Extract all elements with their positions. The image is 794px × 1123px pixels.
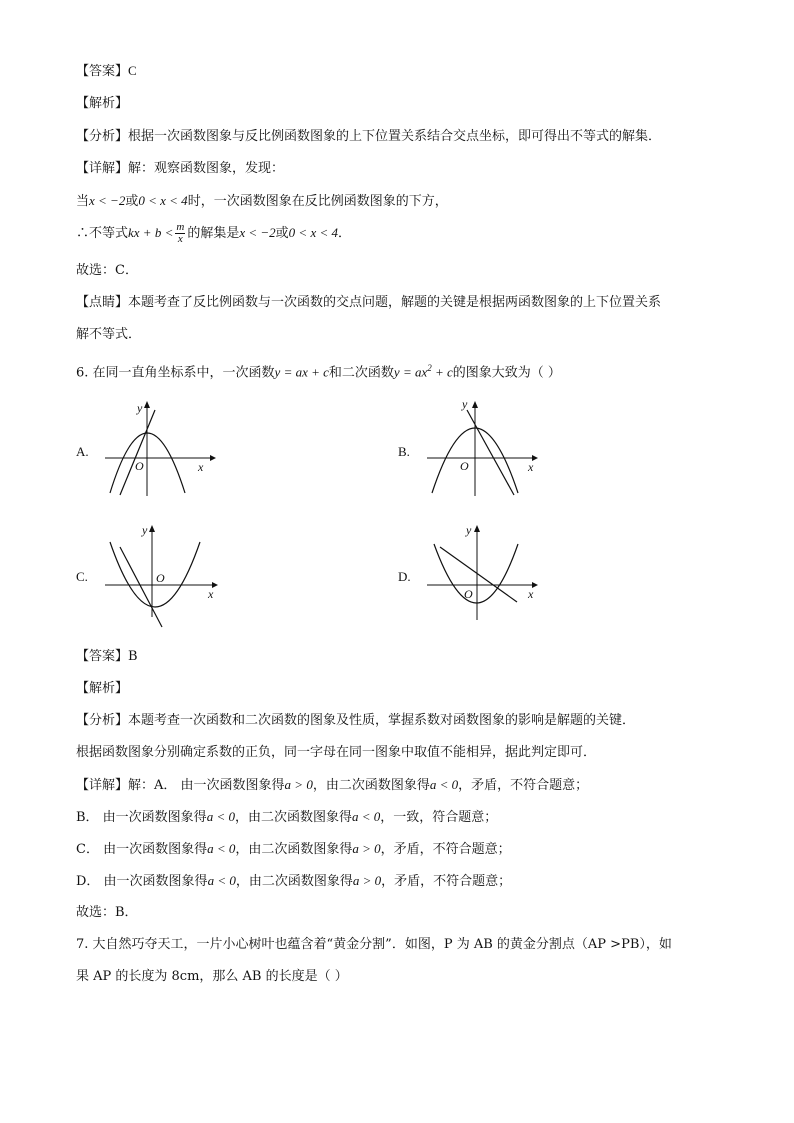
option-a-y-label: y	[137, 401, 143, 415]
q6-choose: 故选：B．	[76, 905, 138, 920]
q6-analysis-heading: 【解析】	[76, 681, 129, 696]
q6-answer: 【答案】B	[76, 649, 138, 664]
option-c-x-label: x	[208, 587, 214, 601]
q6-rule: 根据函数图象分别确定系数的正负，同一字母在同一图象中取值不能相异，据此判定即可．	[76, 745, 597, 760]
option-b-graph	[422, 398, 542, 498]
q6-stem: 6. 在同一直角坐标系中，一次函数y = ax + c和二次函数$y = ax^2 + c$的图象大致为（ ）	[76, 363, 561, 381]
option-b-label: B.	[398, 444, 410, 459]
option-d-graph	[422, 522, 547, 632]
option-b-y-label: y	[462, 397, 468, 411]
q7-stem-line1: 7. 大自然巧夺天工，一片小心树叶也蕴含着“黄金分割”．如图，P 为 AB 的黄金分割点（AP >PB），如	[76, 937, 672, 952]
q5-choose: 故选：C．	[76, 263, 138, 278]
option-d-x-label: x	[528, 587, 534, 601]
option-c-graph	[100, 522, 225, 632]
q6-detail-b: B． 由一次函数图象得a < 0，由二次函数图象得a < 0，一致，符合题意；	[76, 809, 498, 825]
q5-dianjing-cont: 解不等式．	[76, 327, 142, 342]
q5-solution-line: ∴不等式kx + b < $\frac{m}{x}$ 的解集是x < −2或0 < x < 4．	[76, 221, 352, 245]
option-d-origin: O	[464, 587, 473, 601]
option-c-y-label: y	[142, 523, 148, 537]
q7-stem-line2: 果 AP 的长度为 8cm，那么 AB 的长度是（ ）	[76, 969, 348, 984]
option-d-y-label: y	[466, 523, 472, 537]
q6-detail-c: C． 由一次函数图象得a < 0，由二次函数图象得a > 0，矛盾，不符合题意；	[76, 841, 511, 857]
q5-analysis-heading: 【解析】	[76, 96, 129, 111]
option-c-label: C.	[76, 569, 88, 584]
q5-fenxi: 【分析】根据一次函数图象与反比例函数图象的上下位置关系结合交点坐标，即可得出不等式的解集．	[76, 129, 662, 144]
q5-detail: 【详解】解：观察函数图象，发现：	[76, 161, 285, 176]
q5-dianjing: 【点睛】本题考查了反比例函数与一次函数的交点问题，解题的关键是根据两函数图象的上下位置关系	[76, 295, 662, 310]
option-a-origin: O	[135, 459, 144, 473]
option-a-label: A.	[76, 444, 89, 459]
q6-detail-a: 【详解】解：A． 由一次函数图象得a > 0，由二次函数图象得a < 0，矛盾，不符合题意；	[76, 777, 589, 793]
option-b-origin: O	[460, 459, 469, 473]
option-a-graph	[100, 398, 220, 498]
q6-detail-d: D． 由一次函数图象得a < 0，由二次函数图象得a > 0，矛盾，不符合题意；	[76, 873, 512, 889]
option-c-origin: O	[156, 571, 165, 585]
option-d-label: D.	[398, 569, 411, 584]
option-b-x-label: x	[528, 460, 534, 474]
fraction-m-over-x: $\frac{m}{x}$	[176, 221, 185, 245]
q5-condition-line: 当x < −2或0 < x < 4时，一次函数图象在反比例函数图象的下方，	[76, 193, 448, 209]
q5-answer: 【答案】C	[76, 63, 137, 79]
q6-fenxi: 【分析】本题考查一次函数和二次函数的图象及性质，掌握系数对函数图象的影响是解题的关键．	[76, 713, 636, 728]
option-a-x-label: x	[198, 460, 204, 474]
